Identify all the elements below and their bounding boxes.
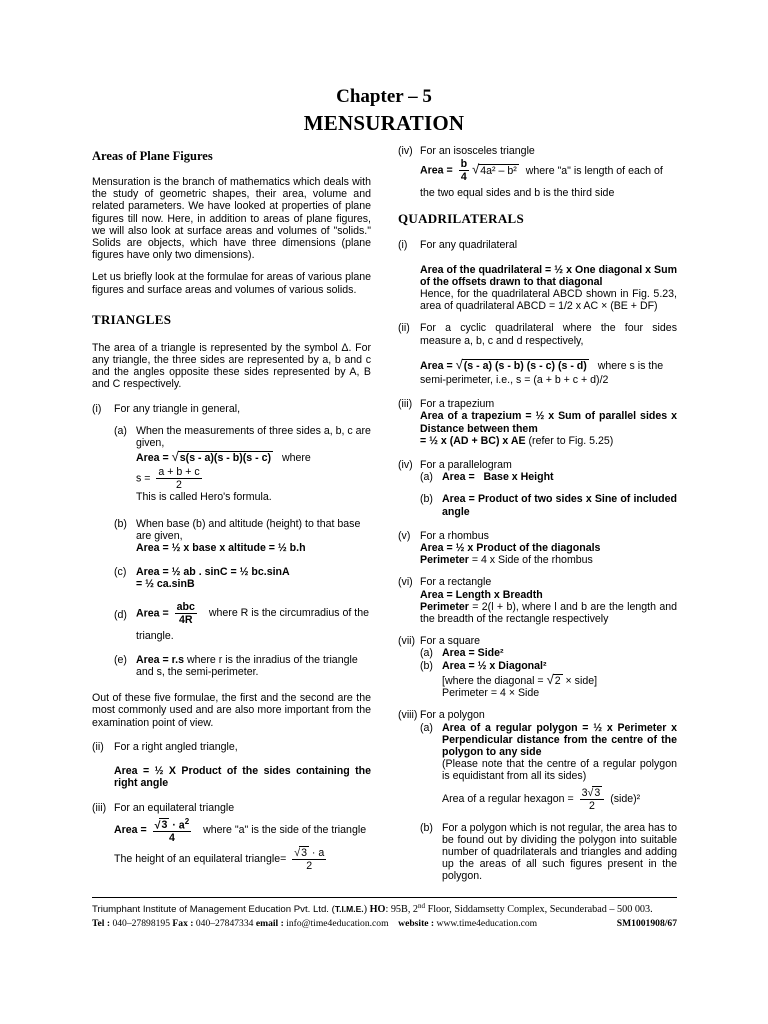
where-text: where s is the (597, 359, 664, 372)
sqrt-symbol: √ (455, 356, 463, 372)
perimeter-text: Perimeter = 4 × Side (442, 687, 540, 700)
formula: Area = Length x Breadth (420, 588, 543, 601)
hexagon-formula (442, 786, 677, 812)
fraction (175, 601, 197, 626)
item-text: For a right angled triangle, (114, 740, 238, 753)
triangles-intro: The area of a triangle is represented by the symbol Δ. For any triangle, the three sides are represented by a, b and c and the angles opposite these sides represented by A, B and C respectively. (92, 341, 371, 391)
item-number: (viii) (398, 709, 418, 722)
list-item-iii (92, 802, 371, 814)
denominator: 4 (168, 832, 175, 845)
cyclic-formula (420, 356, 677, 372)
item-number: (i) (398, 239, 408, 252)
item-text: For a rhombus (420, 529, 489, 542)
list-item-c (114, 566, 371, 590)
diagonal-note: [where the diagonal = √2 × side] (442, 671, 598, 687)
sqrt-symbol: √ (472, 161, 480, 177)
isosceles-note: the two equal sides and b is the third side (420, 187, 615, 200)
perimeter-label: Perimeter (420, 600, 469, 613)
section-heading-triangles: TRIANGLES (92, 311, 172, 327)
formula: Area of a regular polygon = ½ x Perimeter x Perpendicular distance from the centre of the polygon to any side (442, 721, 677, 758)
list-item-iv-isosceles (398, 145, 677, 157)
fraction (292, 846, 326, 872)
sub-number: (a) (420, 471, 433, 484)
item-number: (ii) (398, 322, 410, 335)
height-label: The height of an equilateral triangle (114, 853, 281, 866)
item-text: For any quadrilateral (420, 239, 518, 252)
formula: Area = Side² (442, 647, 504, 660)
sqrt-content: (s - a) (s - b) (s - c) (s - d) (463, 359, 587, 372)
item-number: (e) (114, 653, 127, 666)
list-item-d (114, 601, 371, 642)
area-label: Area = (420, 359, 453, 372)
sub-number: (a) (420, 647, 433, 660)
list-item-b (114, 518, 371, 555)
item-text: For a cyclic quadrilateral where the four sides measure a, b, c and d respectively, (420, 322, 677, 347)
denominator: 4R (179, 613, 193, 626)
numerator: √3 · a (294, 847, 325, 860)
sub-number: (b) (420, 821, 433, 834)
numerator: $√3 \cdot a^2$ (154, 816, 190, 832)
item-number: (b) (114, 517, 127, 530)
formula: Area = Base x Height (442, 471, 554, 484)
website-link[interactable]: www.time4education.com (434, 918, 538, 929)
formula: Area = ½ x Product of the diagonals (420, 542, 601, 555)
area-label: Area = (136, 452, 169, 465)
section-heading-areas: Areas of Plane Figures (92, 149, 213, 163)
quad-item-vii (398, 635, 677, 699)
intro-paragraph-1: Mensuration is the branch of mathematics which deals with the study of geometric shapes, their area, volume and related parameters. We have looked at properties of plane figures till now. Here, in addition to areas of plane figures, we will also look at surface areas and volumes of "solids." Solids are objects, which have three dimensions (plane figures have only two dimensions). (92, 176, 371, 262)
where-text: where "a" is the side of the triangle (203, 823, 367, 836)
triangle-text: triangle. (136, 629, 174, 642)
item-number: (iii) (398, 398, 413, 411)
item-number: (iv) (398, 145, 413, 157)
intro-paragraph-2: Let us briefly look at the formulae for areas of various plane figures and surface areas and volumes of various solids. (92, 271, 371, 296)
quad-item-vi (398, 576, 677, 625)
where-text: where "a" is length of each of (525, 164, 663, 177)
reference: (refer to Fig. 5.25) (525, 434, 614, 447)
item-number: (vii) (398, 635, 416, 648)
heron-note: This is called Hero's formula. (136, 491, 272, 504)
footer-divider (92, 897, 677, 898)
page-code: SM1001908/67 (616, 918, 677, 929)
footer-contact: Tel : 040–27898195 Fax : 040–27847334 email : info@time4education.com website : www.time4education.com SM1001908/67 (92, 918, 677, 929)
area-label: Area = (136, 606, 169, 619)
list-item-a (114, 425, 371, 504)
fraction (153, 816, 192, 845)
formula: Area = r.s (136, 653, 185, 666)
item-text: where r is the inradius of the triangle and s, the semi-perimeter. (136, 653, 358, 679)
item-text: When base (b) and altitude (height) to that base are given, (136, 517, 361, 542)
item-number: (ii) (92, 740, 104, 753)
item-number: (i) (92, 402, 102, 415)
right-triangle-formula: Area = ½ X Product of the sides containing the right angle (114, 765, 371, 790)
perimeter-text: = 2(l + b), where l and b are the length and the breadth of the rectangle respectively (420, 600, 677, 626)
item-text: For any triangle in general, (114, 402, 241, 415)
s-label: s = (136, 472, 151, 485)
formula: Area of the quadrilateral = ½ x One diagonal x Sum of the offsets drawn to that diagonal (420, 263, 677, 288)
circumradius-formula (136, 601, 371, 626)
area-label: Area = (420, 164, 453, 177)
denominator: 4 (460, 171, 467, 184)
perimeter-label: Perimeter (420, 554, 469, 567)
list-item-i (92, 403, 371, 415)
summary-paragraph: Out of these five formulae, the first and the second are the most commonly used and are also more important from the examination point of view. (92, 692, 371, 729)
formula: Area = ½ x base x altitude = ½ b.h (136, 542, 306, 555)
left-column (92, 145, 371, 872)
side-label: (side)² (610, 792, 641, 805)
fraction: $\frac{3√3}{2}$ (580, 786, 605, 812)
item-text: For a trapezium (420, 398, 495, 411)
sub-number: (b) (420, 493, 433, 506)
item-text: When the measurements of three sides a, b, c are given, (136, 424, 371, 450)
sub-number: (a) (420, 721, 433, 734)
where-text: where R is the circumradius of the (208, 606, 370, 619)
where-text: where (281, 452, 311, 465)
item-text: For a polygon (420, 709, 485, 722)
numerator: a + b + c (158, 466, 200, 479)
footer-address: Triumphant Institute of Management Education Pvt. Ltd. (T.I.M.E.) HO: 95B, 2nd Floor, Siddamsetty Complex, Secunderabad – 500 003. (92, 902, 653, 916)
page-title: MENSURATION (303, 111, 465, 135)
quad-item-v (398, 530, 677, 567)
area-label: Area = (114, 823, 147, 836)
item-number: (iii) (92, 801, 107, 814)
denominator: 2 (588, 799, 595, 812)
isosceles-formula (420, 158, 677, 183)
denominator: 2 (176, 479, 182, 492)
formula: Area = ½ ab . sinC = ½ bc.sinA (136, 566, 290, 579)
note-text: (Please note that the centre of a regular polygon is equidistant from all its sides) (442, 758, 677, 783)
sqrt-symbol: √ (171, 449, 179, 465)
fraction (459, 158, 469, 183)
semi-perimeter-formula (136, 466, 371, 491)
equilateral-height-formula: The height of an equilateral triangle= $\frac{√3 \cdot a}{2}$ (114, 847, 325, 873)
numerator: abc (176, 600, 195, 613)
item-number: (a) (114, 424, 127, 437)
semi-perimeter-text: semi-perimeter, i.e., s = (a + b + c + d)/2 (420, 374, 609, 387)
formula: = ½ x (AD + BC) x AE (420, 434, 526, 447)
formula: = ½ ca.sinB (136, 578, 195, 591)
list-item-e (114, 654, 371, 678)
item-text: For an isosceles triangle (420, 145, 535, 157)
numerator: b (460, 158, 468, 171)
item-number: (d) (114, 608, 127, 621)
item-number: (c) (114, 566, 127, 579)
item-text: For a polygon which is not regular, the area has to be found out by dividing the polygon into suitable number of quadrilaterals and triangles and adding up the areas of all such figures present in the polygon. (442, 821, 677, 883)
item-number: (v) (398, 529, 411, 542)
item-text: For a rectangle (420, 576, 492, 589)
perimeter-text: = 4 x Side of the rhombus (468, 554, 593, 567)
email-link[interactable]: info@time4education.com (283, 918, 389, 929)
item-text: For a square (420, 635, 481, 648)
sqrt-content: s(s - a)(s - b)(s - c) (179, 452, 272, 465)
formula: Area = Product of two sides x Sine of included angle (442, 493, 677, 518)
denominator: 2 (306, 860, 313, 873)
item-number: (vi) (398, 576, 413, 589)
quad-item-viii (398, 709, 677, 882)
item-text: For an equilateral triangle (114, 801, 235, 814)
formula: Area of a trapezium = ½ x Sum of parallel sides x Distance between them (420, 410, 677, 435)
right-column (398, 145, 677, 883)
quad-item-iii (398, 398, 677, 447)
quad-item-iv (398, 459, 677, 518)
heron-formula (136, 451, 371, 464)
hexagon-label: Area of a regular hexagon = (442, 792, 574, 805)
fraction (156, 466, 201, 491)
chapter-label: Chapter – 5 (336, 86, 432, 107)
item-text: For a parallelogram (420, 459, 512, 472)
formula: Area = ½ x Diagonal² (442, 659, 547, 672)
section-heading-quadrilaterals: QUADRILATERALS (398, 211, 525, 227)
item-number: (iv) (398, 459, 413, 472)
sub-number: (b) (420, 659, 433, 672)
list-item-ii (92, 741, 371, 753)
item-text: Hence, for the quadrilateral ABCD shown in Fig. 5.23, area of quadrilateral ABCD = 1/2 x AC × (BE + DF) (420, 288, 677, 313)
quad-item-i (398, 239, 677, 251)
quad-formula-block (420, 264, 677, 313)
equilateral-area-formula (114, 816, 371, 845)
quad-item-ii (398, 322, 677, 346)
sqrt-content: 4a² – b² (480, 164, 517, 177)
